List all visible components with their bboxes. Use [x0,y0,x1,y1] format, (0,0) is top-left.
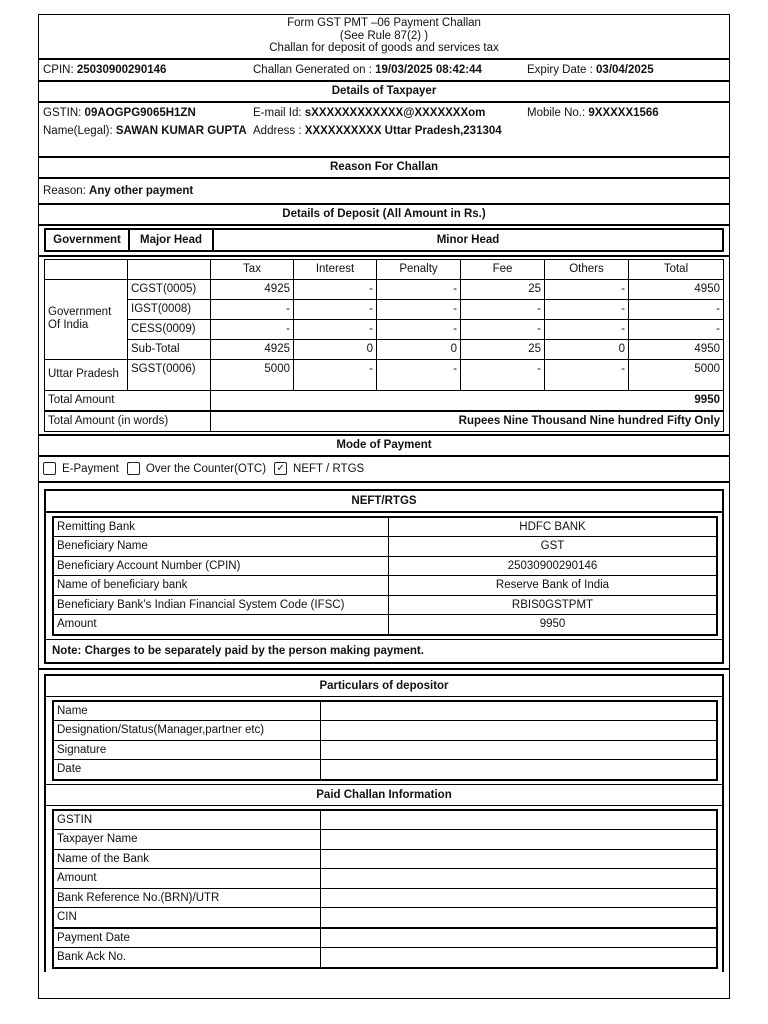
mobile-value: 9XXXXX1566 [588,106,659,119]
col-total: Total [629,259,724,279]
amount-cell: - [461,359,545,390]
amount-cell: - [545,299,629,319]
amount-cell: - [294,319,377,339]
depositor-row-value[interactable] [321,701,718,721]
amount-cell: - [211,319,294,339]
cpin-value: 25030900290146 [76,63,167,76]
table-row [45,359,724,390]
address-label: Address : [253,124,302,137]
gstin-value: 09AOGPG9065H1ZN [84,106,196,119]
depositor-row-value[interactable] [321,740,718,760]
depositor-row-value[interactable] [321,721,718,741]
amount-cell: 4925 [211,339,294,359]
paid-row-value[interactable] [321,948,718,968]
amount-cell: 0 [377,339,461,359]
amount-columns-row [45,259,724,279]
deposit-amount-table [44,259,724,432]
payment-mode-options [39,457,729,483]
gstin-label: GSTIN: [43,106,82,119]
paid-row-label: Amount [53,869,321,889]
neft-note: Note: Charges to be separately paid by the person making payment. [46,639,722,662]
amount-cell: 5000 [211,359,294,390]
neft-row-value: RBIS0GSTPMT [389,595,718,615]
amount-cell: - [294,299,377,319]
col-interest: Interest [294,259,377,279]
table-row [53,576,717,596]
table-row [53,615,717,635]
neft-row-value: 25030900290146 [389,556,718,576]
amount-cell: - [545,279,629,299]
epayment-label: E-Payment [62,462,119,475]
amount-cell: 4950 [629,279,724,299]
amount-cell: 0 [545,339,629,359]
table-row [53,595,717,615]
table-row [53,849,717,869]
table-row [53,517,717,537]
email-value: sXXXXXXXXXXXX@XXXXXXXom [304,106,486,119]
table-row [53,740,717,760]
col-penalty: Penalty [377,259,461,279]
amount-cell: - [545,359,629,390]
neft-row-label: Remitting Bank [53,517,389,537]
amount-cell: - [377,359,461,390]
neft-rtgs-box [44,489,724,664]
amount-cell: - [545,319,629,339]
otc-checkbox[interactable] [127,462,140,475]
neft-rtgs-title: NEFT/RTGS [46,491,722,513]
table-row [53,556,717,576]
table-row [53,928,717,948]
deposit-amounts-wrap [39,257,729,436]
depositor-row-value[interactable] [321,760,718,780]
depositor-title: Particulars of depositor [46,676,722,697]
table-row [53,888,717,908]
uttar-pradesh-cell: Uttar Pradesh [45,359,128,390]
paid-row-value[interactable] [321,908,718,928]
legal-name-value: SAWAN KUMAR GUPTA [115,124,247,137]
table-row [45,299,724,319]
generated-label: Challan Generated on : [253,63,372,76]
major-head-cell: Sub-Total [128,339,211,359]
challan-meta-row [39,60,729,82]
depositor-row-label: Signature [53,740,321,760]
amount-cell: - [294,279,377,299]
deposit-head-table [44,228,724,252]
depositor-row-label: Date [53,760,321,780]
amount-cell: - [461,299,545,319]
major-head-cell: CGST(0005) [128,279,211,299]
neft-row-label: Beneficiary Account Number (CPIN) [53,556,389,576]
major-head-cell: CESS(0009) [128,319,211,339]
paid-row-label: GSTIN [53,810,321,830]
generated-value: 19/03/2025 08:42:44 [375,63,482,76]
neft-row-value: GST [389,537,718,557]
table-row [53,810,717,830]
neft-row-value: 9950 [389,615,718,635]
form-header [39,15,729,60]
paid-row-value[interactable] [321,810,718,830]
paid-row-label: Taxpayer Name [53,830,321,850]
amount-cell: - [377,279,461,299]
epayment-checkbox[interactable] [43,462,56,475]
amount-cell: - [629,319,724,339]
form-subtitle: Challan for deposit of goods and services tax [269,42,499,54]
payment-mode-title: Mode of Payment [39,436,729,457]
amount-cell: 25 [461,339,545,359]
table-row [53,869,717,889]
total-words-value: Rupees Nine Thousand Nine hundred Fifty Only [211,411,724,432]
table-row [45,339,724,359]
table-row [45,279,724,299]
total-words-label: Total Amount (in words) [45,411,211,432]
form-title: Form GST PMT –06 Payment Challan [287,17,481,29]
amount-cell: - [629,299,724,319]
neft-row-value: HDFC BANK [389,517,718,537]
neft-row-label: Beneficiary Bank’s Indian Financial System Code (IFSC) [53,595,389,615]
depositor-row-label: Name [53,701,321,721]
amount-cell: 0 [294,339,377,359]
paid-row-value[interactable] [321,928,718,948]
amount-cell: 5000 [629,359,724,390]
challan-page [38,14,730,999]
paid-row-label: Payment Date [53,928,321,948]
total-amount-value: 9950 [211,390,724,411]
paid-row-value[interactable] [321,888,718,908]
table-row [45,319,724,339]
paid-row-value[interactable] [321,869,718,889]
table-row [53,908,717,928]
major-head-cell: IGST(0008) [128,299,211,319]
taxpayer-details [39,103,729,158]
reason-row [39,179,729,205]
cpin-label: CPIN: [43,63,74,76]
legal-name-label: Name(Legal): [43,124,113,137]
table-row [53,760,717,780]
form-rule: (See Rule 87(2) ) [339,29,429,42]
neft-row-label: Amount [53,615,389,635]
table-row [53,537,717,557]
mobile-label: Mobile No.: [527,106,586,119]
neft-row-label: Beneficiary Name [53,537,389,557]
checkmark-icon: ✓ [276,463,285,474]
head-government: Government [45,229,129,251]
neft-rtgs-option[interactable] [274,462,364,475]
paid-row-value[interactable] [321,830,718,850]
address-value: XXXXXXXXXX Uttar Pradesh,231304 [304,124,502,137]
major-head-cell: SGST(0006) [128,359,211,390]
depositor-row-label: Designation/Status(Manager,partner etc) [53,721,321,741]
amount-cell: 25 [461,279,545,299]
neft-details-table [52,516,718,636]
paid-row-label: Bank Ack No. [53,948,321,968]
depositor-box [44,674,724,972]
deposit-head-wrap [39,226,729,257]
paid-row-label: Name of the Bank [53,849,321,869]
head-minor: Minor Head [213,229,723,251]
expiry-label: Expiry Date : [527,63,593,76]
table-row [53,701,717,721]
amount-cell: - [294,359,377,390]
paid-challan-title: Paid Challan Information [46,784,722,806]
otc-option[interactable] [127,462,266,475]
taxpayer-section-title: Details of Taxpayer [39,82,729,103]
col-fee: Fee [461,259,545,279]
total-amount-label: Total Amount [45,390,211,411]
neft-rtgs-label: NEFT / RTGS [293,462,365,475]
amount-cell: - [377,299,461,319]
reason-label: Reason: [43,184,86,197]
paid-challan-table [52,809,718,969]
neft-rtgs-checkbox[interactable] [274,462,287,475]
email-label: E-mail Id: [253,106,302,119]
total-words-row [45,411,724,432]
table-row [53,721,717,741]
amount-cell: 4950 [629,339,724,359]
total-amount-row [45,390,724,411]
expiry-value: 03/04/2025 [596,63,654,76]
paid-row-label: CIN [53,908,321,928]
deposit-section-title: Details of Deposit (All Amount in Rs.) [39,205,729,226]
paid-row-value[interactable] [321,849,718,869]
otc-label: Over the Counter(OTC) [145,462,267,475]
depositor-table [52,700,718,781]
amount-cell: - [377,319,461,339]
government-of-india-cell: Government Of India [45,279,128,359]
amount-cell: - [461,319,545,339]
head-major: Major Head [129,229,213,251]
reason-value: Any other payment [89,184,194,197]
paid-row-label: Bank Reference No.(BRN)/UTR [53,888,321,908]
amount-cell: 4925 [211,279,294,299]
neft-row-value: Reserve Bank of India [389,576,718,596]
col-others: Others [545,259,629,279]
table-row [53,948,717,968]
neft-row-label: Name of beneficiary bank [53,576,389,596]
epayment-option[interactable] [43,462,119,475]
col-tax: Tax [211,259,294,279]
reason-section-title: Reason For Challan [39,158,729,179]
amount-cell: - [211,299,294,319]
table-row [53,830,717,850]
